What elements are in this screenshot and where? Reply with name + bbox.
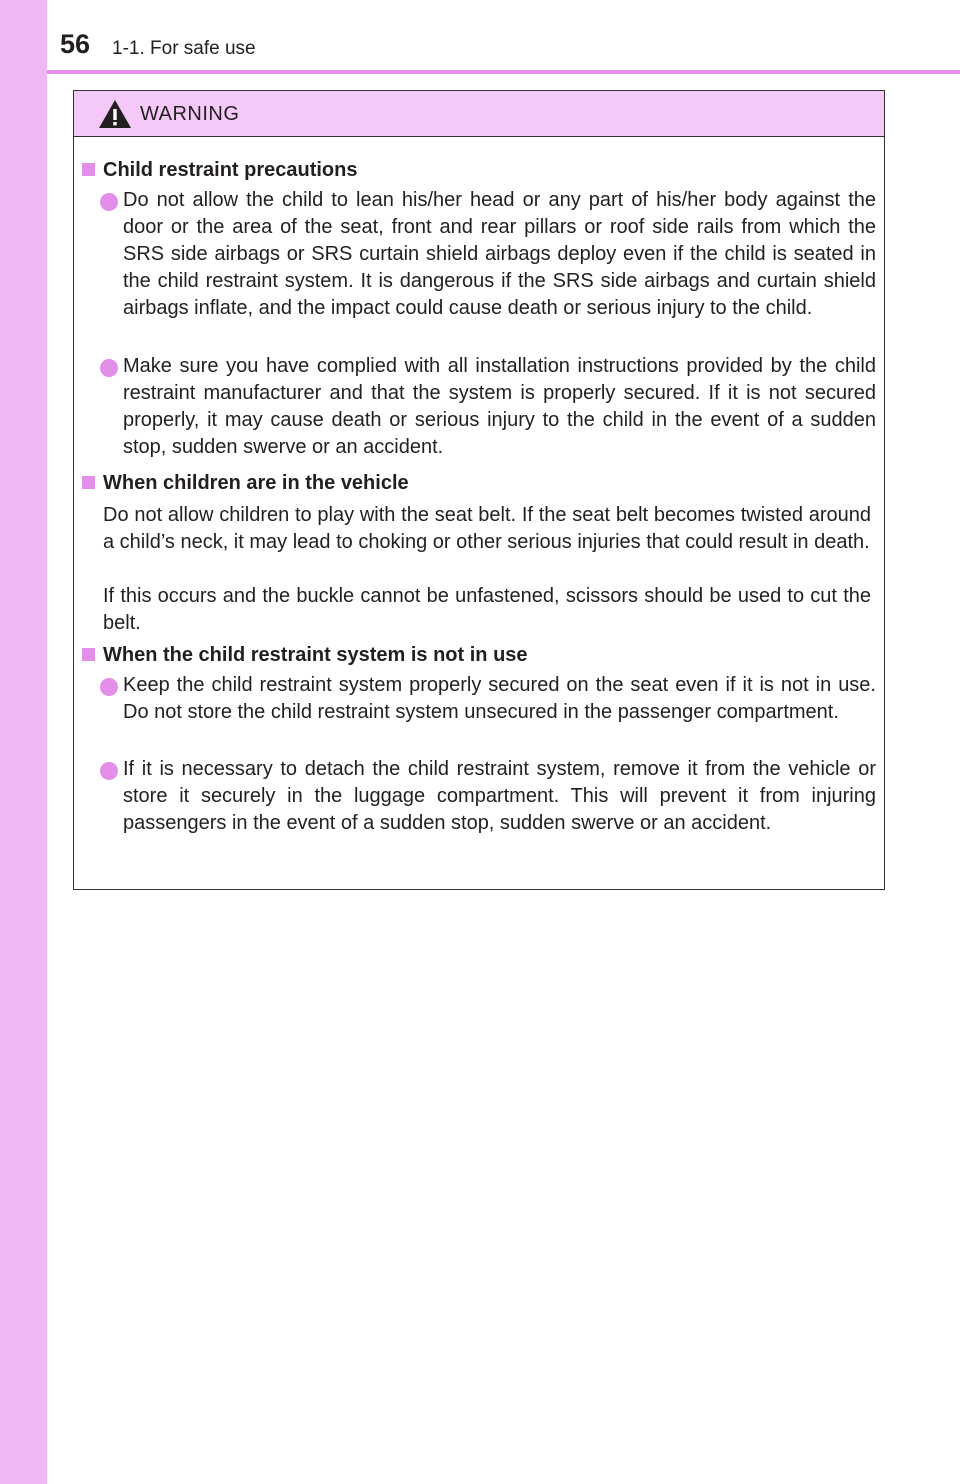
warning-triangle-icon (98, 99, 132, 129)
section-heading (82, 158, 358, 182)
bullet-text: Make sure you have complied with all installation instructions provided by the child restraint manufacturer and that the system is properly secured. If it is not secured properly, it may cause death or serious injury to the child in the event of a sudden stop, sudden swerve or an accident. (123, 355, 876, 458)
heading-text: When the child restraint system is not in use (103, 644, 528, 666)
round-bullet-icon (100, 193, 118, 211)
round-bullet-icon (100, 762, 118, 780)
warning-label: WARNING (140, 103, 240, 125)
bullet-text: If it is necessary to detach the child restraint system, remove it from the vehicle or store it securely in the luggage compartment. This will prevent it from injuring passengers in the event of a sudden stop, sudden swerve or an accident. (123, 758, 876, 834)
page-number: 56 (60, 29, 91, 59)
warning-header (74, 91, 884, 137)
square-bullet-icon (82, 163, 95, 176)
header-divider (47, 70, 960, 74)
heading-text: When children are in the vehicle (103, 472, 409, 494)
body-paragraph: If this occurs and the buckle cannot be unfastened, scissors should be used to cut the belt. (103, 585, 871, 634)
warning-box (73, 90, 885, 890)
bullet-text: Keep the child restraint system properly secured on the seat even if it is not in use. Do not store the child restraint system unsecured in the passenger compartment. (123, 674, 876, 723)
square-bullet-icon (82, 648, 95, 661)
heading-text: Child restraint precautions (103, 159, 358, 181)
section-heading (82, 643, 528, 667)
section-title: 1-1. For safe use (112, 38, 256, 59)
square-bullet-icon (82, 476, 95, 489)
round-bullet-icon (100, 678, 118, 696)
bullet-text: Do not allow the child to lean his/her head or any part of his/her body against the door or the area of the seat, front and rear pillars or roof side rails from which the SRS side airbags or SRS curtain shield airbags deploy even if the child is seated in the child restraint system. It is dangerous if the SRS side airbags and curtain shield airbags inflate, and the impact could cause death or serious injury to the child. (123, 189, 876, 319)
body-paragraph: Do not allow children to play with the seat belt. If the seat belt becomes twisted around a child’s neck, it may lead to choking or other serious injuries that could result in death. (103, 504, 871, 553)
section-heading (82, 471, 409, 495)
round-bullet-icon (100, 359, 118, 377)
side-tab-strip (0, 0, 47, 1484)
